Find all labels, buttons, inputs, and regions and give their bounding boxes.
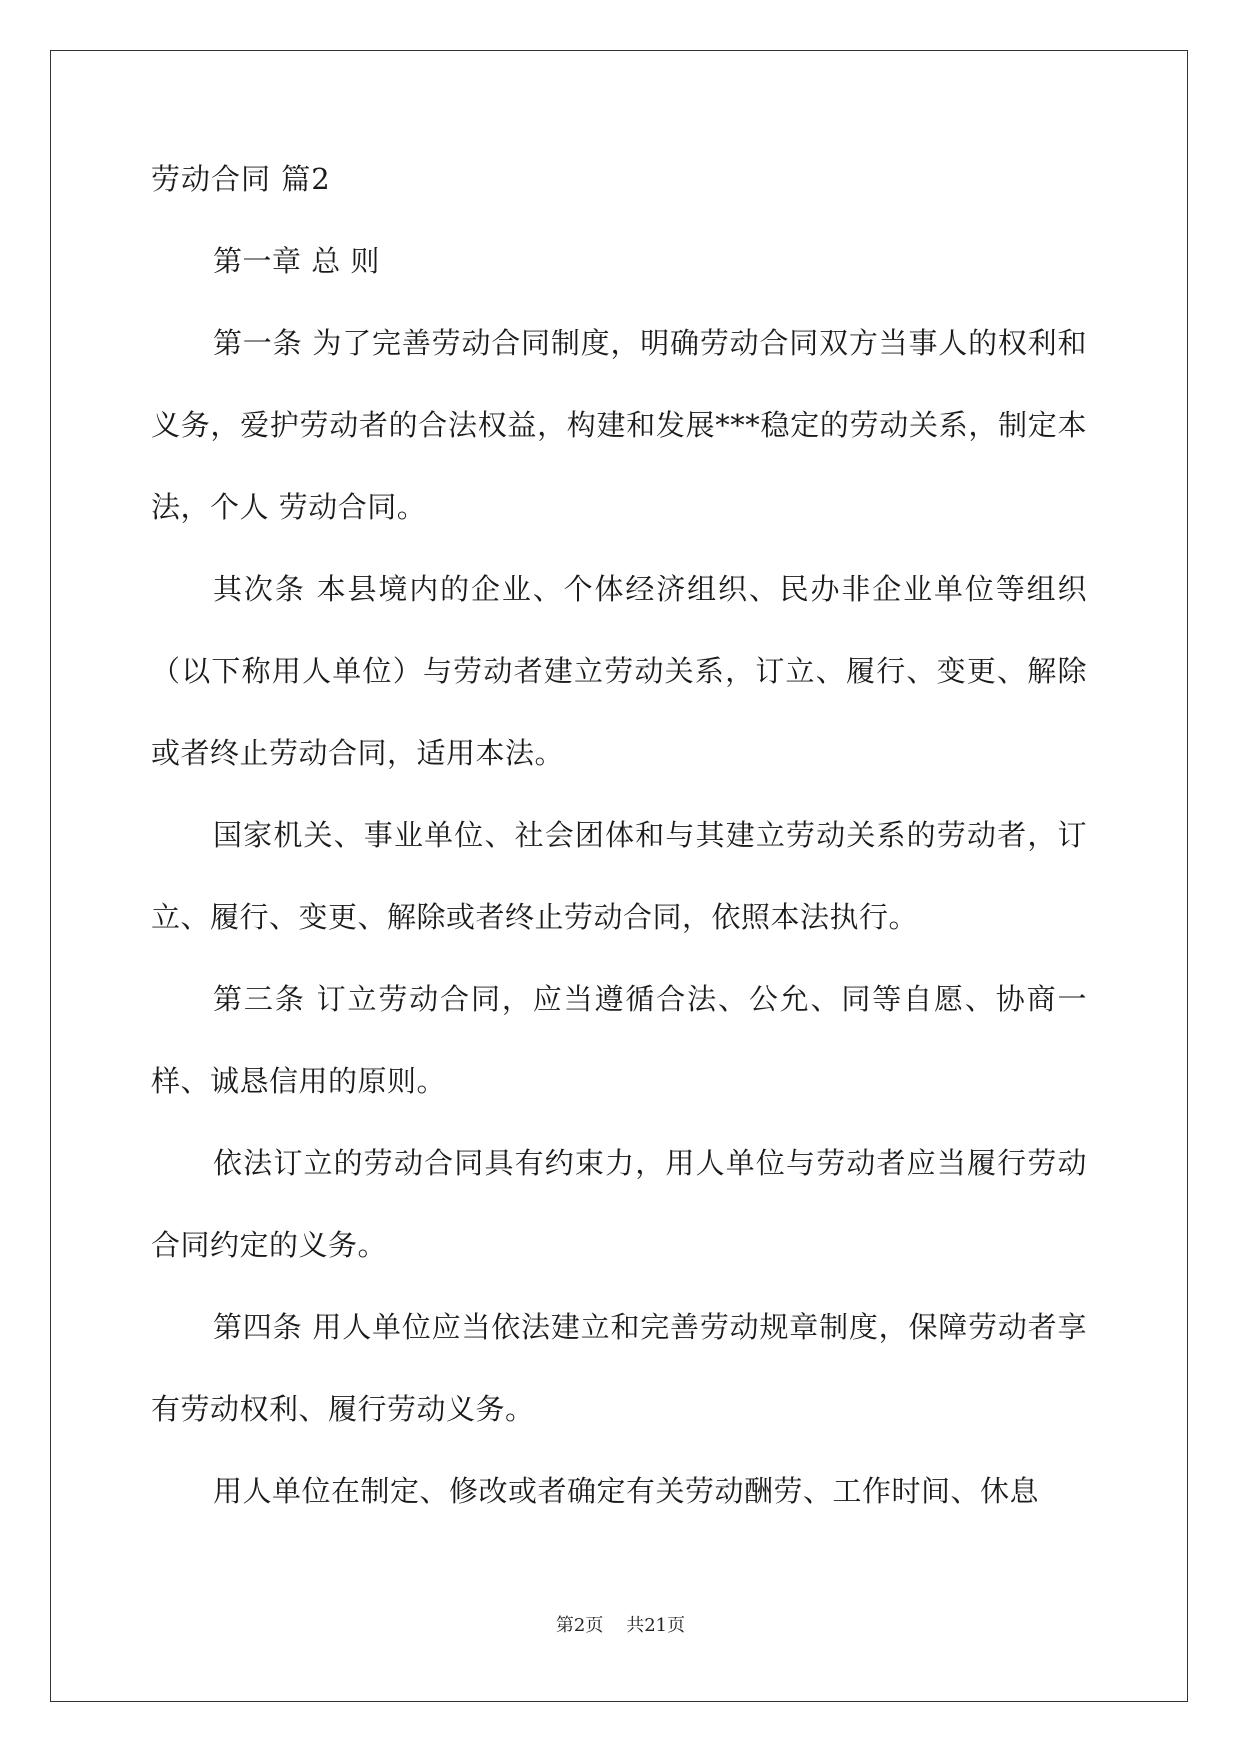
paragraph-article-1: 第一条 为了完善劳动合同制度，明确劳动合同双方当事人的权利和义务，爱护劳动者的合法权益，构建和发展***稳定的劳动关系，制定本法，个人 劳动合同。: [151, 326, 1087, 524]
document-body: [151, 160, 1087, 1532]
paragraph-article-4: 第四条 用人单位应当依法建立和完善劳动规章制度，保障劳动者享有劳动权利、履行劳动义务。: [151, 1310, 1087, 1426]
page-total: 共21页: [626, 1615, 686, 1636]
paragraph-chapter-heading: 第一章 总 则: [213, 244, 380, 278]
paragraph-article-2-clause-2: 国家机关、事业单位、社会团体和与其建立劳动关系的劳动者，订立、履行、变更、解除或者终止劳动合同，依照本法执行。: [151, 818, 1087, 934]
paragraph-article-4-clause-2: 用人单位在制定、修改或者确定有关劳动酬劳、工作时间、休息: [213, 1474, 1040, 1508]
page-footer: [0, 1614, 1241, 1638]
document-title: 劳动合同 篇2: [151, 162, 331, 196]
paragraph-article-3: 第三条 订立劳动合同，应当遵循合法、公允、同等自愿、协商一样、诚恳信用的原则。: [151, 982, 1087, 1098]
page-number: 第2页: [555, 1615, 604, 1636]
paragraph-article-3-clause-2: 依法订立的劳动合同具有约束力，用人单位与劳动者应当履行劳动合同约定的义务。: [151, 1146, 1087, 1262]
paragraph-article-2: 其次条 本县境内的企业、个体经济组织、民办非企业单位等组织（以下称用人单位）与劳动者建立劳动关系，订立、履行、变更、解除或者终止劳动合同，适用本法。: [151, 572, 1087, 770]
